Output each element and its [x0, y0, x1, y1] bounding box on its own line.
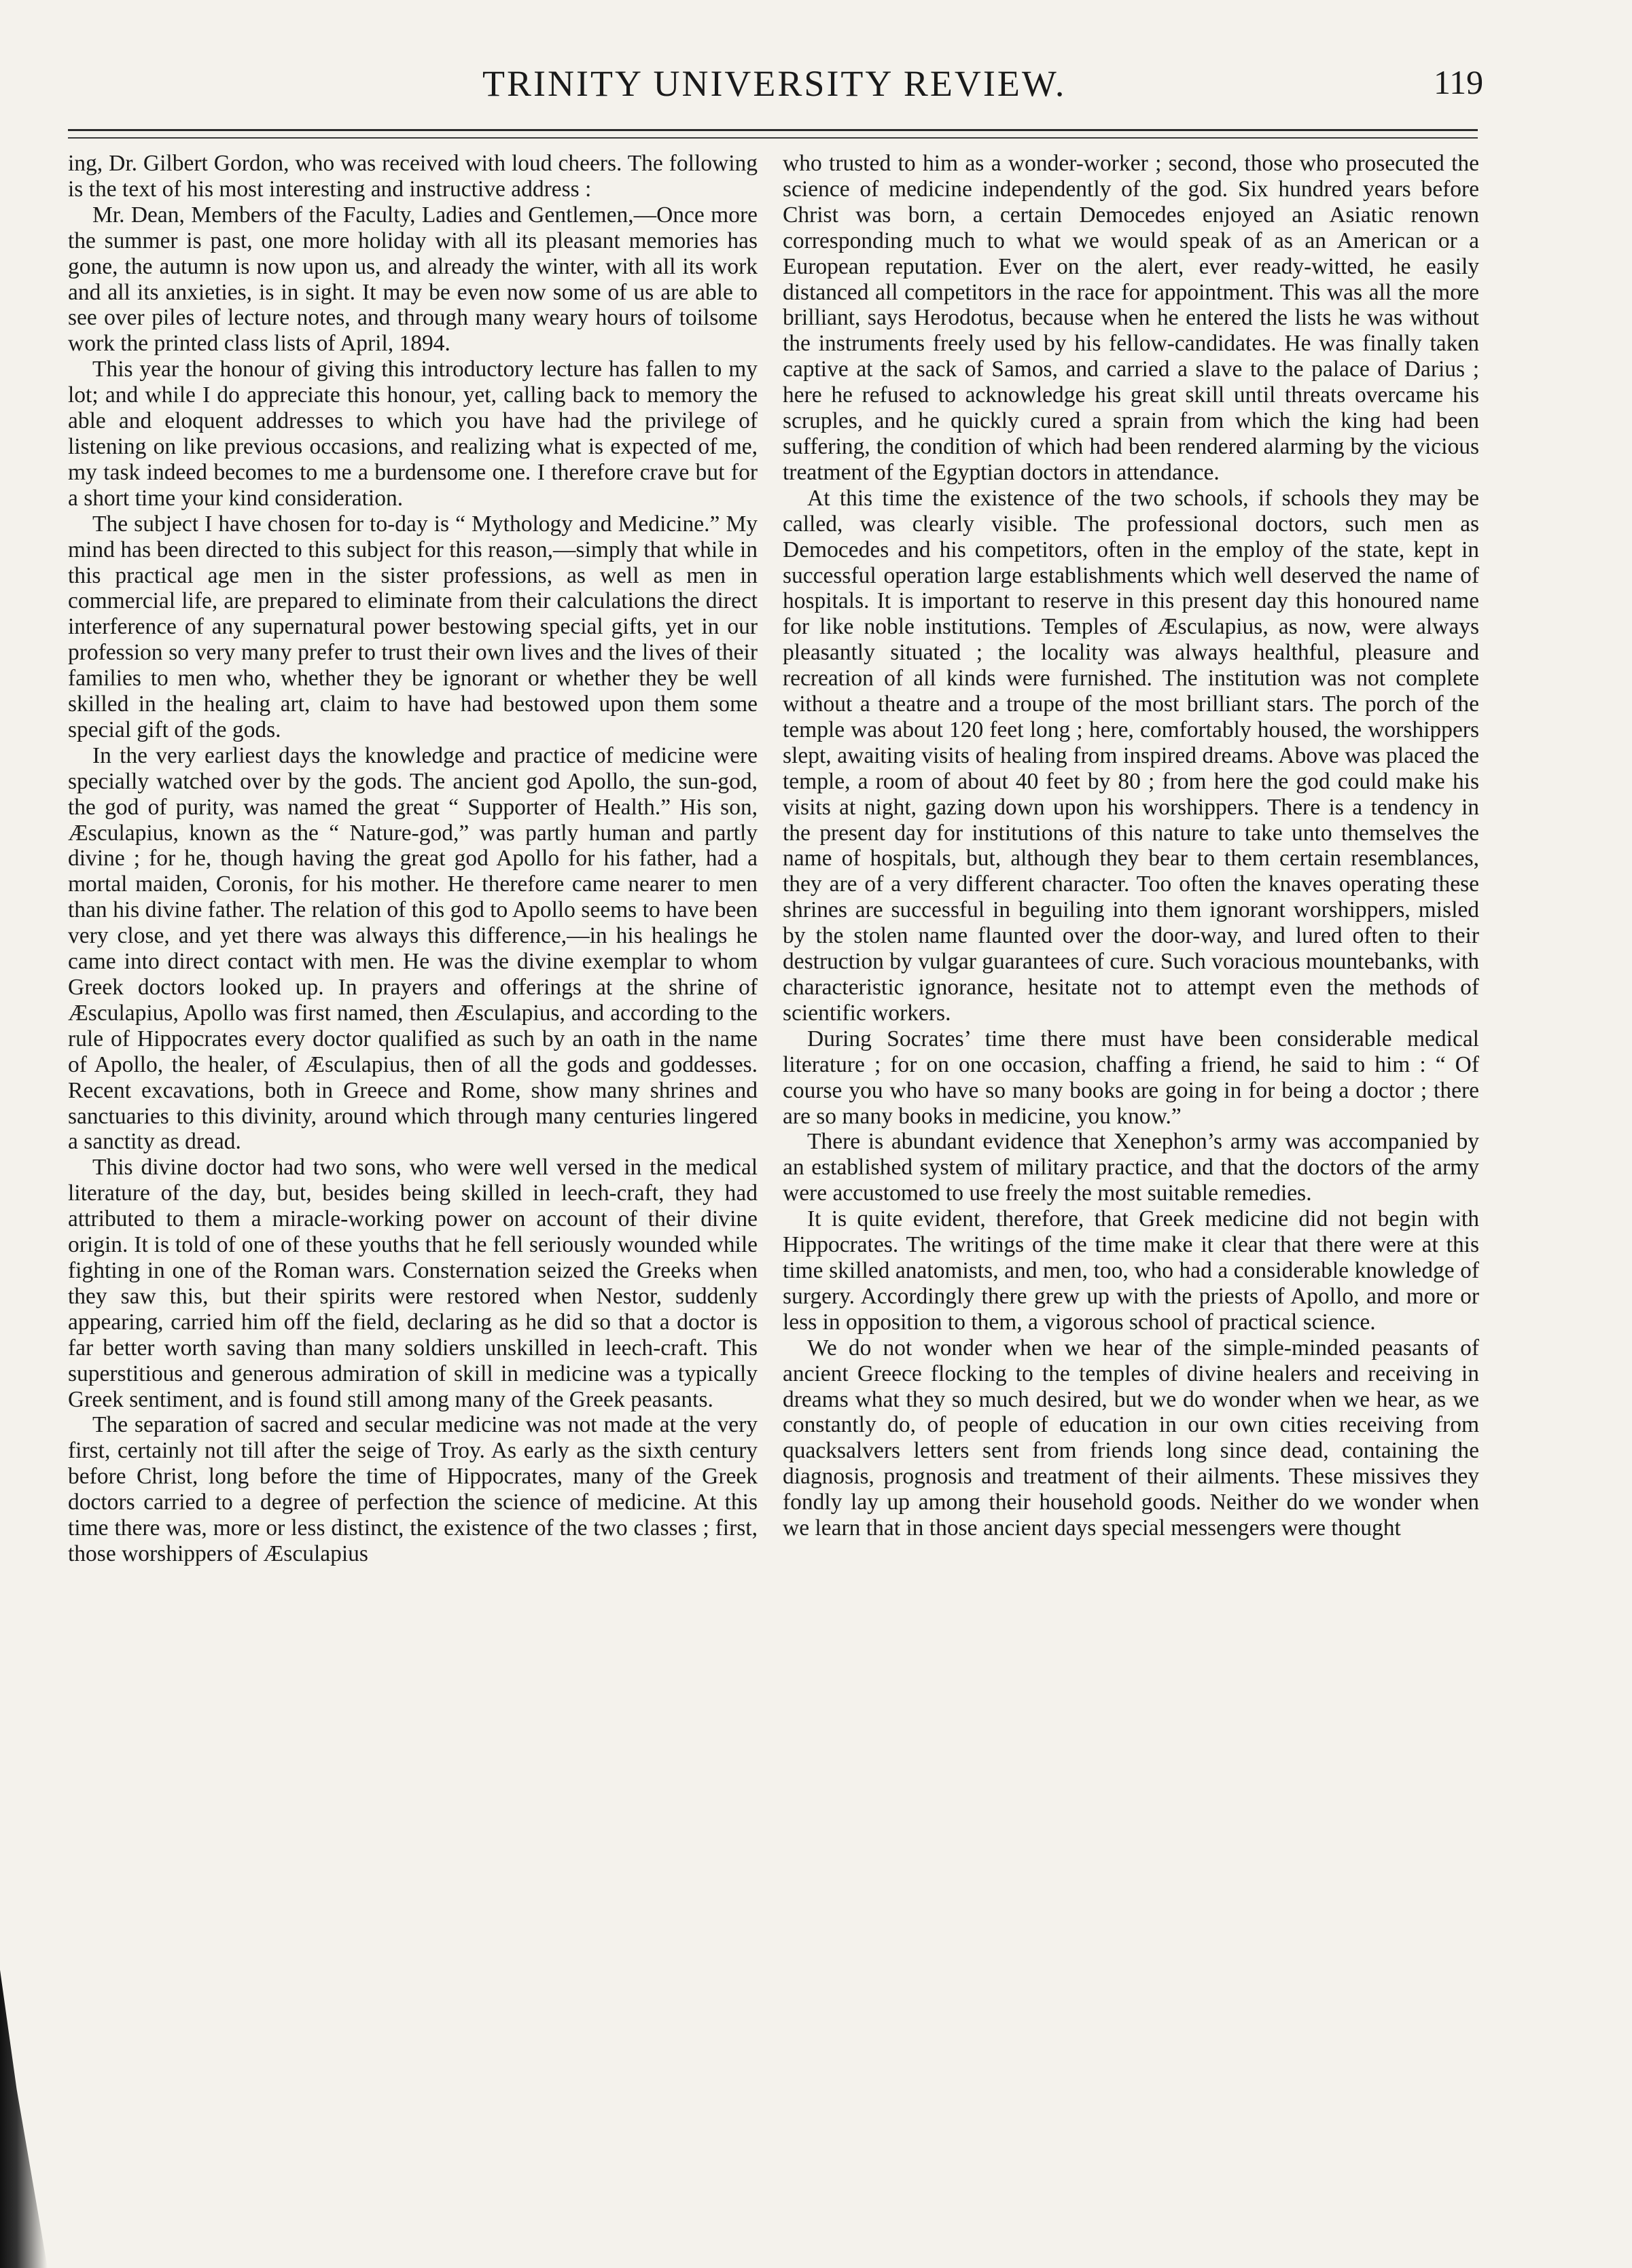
paragraph: who trusted to him as a wonder-worker ; second, those who prosecuted the science of medicine independently of the god. Six hundred years before Christ was born, a certain Democedes enjoyed an Asiatic renown corresponding much to what we would speak of as an American or a European reputation. Ever on the alert, ever ready-witted, he easily distanced all competitors in the race for appointment. This was all the more brilliant, says Herodotus, because when he entered the lists he was without the instruments freely used by his fellow-candidates. He was finally taken captive at the sack of Samos, and carried a slave to the palace of Darius ; here he refused to acknowledge his great skill until threats overcame his scruples, and he quickly cured a sprain from which the king had been suffering, the condition of which had been rendered alarming by the vicious treatment of the Egyptian doctors in attendance.: [783, 151, 1479, 485]
journal-title: TRINITY UNIVERSITY REVIEW.: [482, 63, 1067, 104]
header-rule-top: [68, 129, 1478, 131]
paragraph: The subject I have chosen for to-day is “ Mythology and Medicine.” My mind has been directed to this subject for this reason,—simply that while in this practical age men in the sister professions, as well as men in commercial life, are prepared to eliminate from their calculations the direct interference of any supernatural power bestowing special gifts, yet in our profession so very many prefer to trust their own lives and the lives of their families to men who, whether they be ignorant or whether they be well skilled in the healing art, claim to have had bestowed upon them some special gift of the gods.: [68, 511, 758, 742]
paragraph: Mr. Dean, Members of the Faculty, Ladies and Gentlemen,—Once more the summer is past, one more holiday with all its pleasant memories has gone, the autumn is now upon us, and already the winter, with all its work and all its anxieties, is in sight. It may be even now some of us are able to see over piles of lecture notes, and through many weary hours of toilsome work the printed class lists of April, 1894.: [68, 202, 758, 357]
paragraph: We do not wonder when we hear of the simple-minded peasants of ancient Greece flocking to the temples of divine healers and receiving in dreams what they so much desired, but we do wonder when we hear, as we constantly do, of people of education in our own cities receiving from quacksalvers letters sent from friends long since dead, containing the diagnosis, prognosis and treatment of their ailments. These missives they fondly lay up among their household goods. Neither do we wonder when we learn that in those ancient days special messengers were thought: [783, 1335, 1479, 1541]
paragraph: This year the honour of giving this introductory lecture has fallen to my lot; and while I do appreciate this honour, yet, calling back to memory the able and eloquent addresses to which you have had the privilege of listening on like previous occasions, and realizing what is expected of me, my task indeed becomes to me a burdensome one. I therefore crave but for a short time your kind consideration.: [68, 357, 758, 511]
paragraph: This divine doctor had two sons, who were well versed in the medical literature of the day, but, besides being skilled in leech-craft, they had attributed to them a miracle-working power on account of their divine origin. It is told of one of these youths that he fell seriously wounded while fighting in one of the Roman wars. Consternation seized the Greeks when they saw this, but their spirits were restored when Nestor, suddenly appearing, carried him off the field, declaring as he did so that a doctor is far better worth saving than many soldiers unskilled in leech-craft. This superstitious and generous admiration of skill in medicine was a typically Greek sentiment, and is found still among many of the Greek peasants.: [68, 1155, 758, 1412]
left-column: [68, 151, 758, 1567]
paragraph: At this time the existence of the two schools, if schools they may be called, was clearly visible. The professional doctors, such men as Democedes and his competitors, often in the employ of the state, kept in successful operation large establishments which well deserved the name of hospitals. It is important to reserve in this present day this honoured name for like noble institutions. Temples of Æsculapius, as now, were always pleasantly situated ; the locality was always healthful, pleasure and recreation of all kinds were furnished. The institution was not complete without a theatre and a troupe of the most brilliant stars. The porch of the temple was about 120 feet long ; here, comfortably housed, the worshippers slept, awaiting visits of healing from inspired dreams. Above was placed the temple, a room of about 40 feet by 80 ; from here the god could make his visits at night, gazing down upon his worshippers. There is a tendency in the present day for institutions of this nature to take unto themselves the name of hospitals, but, although they bear to them certain resemblances, they are of a very different character. Too often the knaves operating these shrines are successful in beguiling into them ignorant worshippers, misled by the stolen name flaunted over the door-way, and lured often to their destruction by vulgar guarantees of cure. Such voracious mountebanks, with characteristic ignorance, hesitate not to attempt even the methods of scientific workers.: [783, 485, 1479, 1026]
paragraph: ing, Dr. Gilbert Gordon, who was received with loud cheers. The following is the text of his most interesting and instructive address :: [68, 151, 758, 202]
header-rule-bottom: [68, 137, 1478, 139]
paragraph: It is quite evident, therefore, that Greek medicine did not begin with Hippocrates. The writings of the time make it clear that there were at this time skilled anatomists, and men, too, who had a considerable knowledge of surgery. Accordingly there grew up with the priests of Apollo, and more or less in opposition to them, a vigorous school of practical science.: [783, 1206, 1479, 1335]
running-header: [0, 62, 1632, 117]
paragraph: During Socrates’ time there must have been considerable medical literature ; for on one occasion, chaffing a friend, he said to him : “ Of course you who have so many books are going in for being a doctor ; there are so many books in medicine, you know.”: [783, 1026, 1479, 1129]
binding-shadow: [0, 1970, 48, 2268]
page-number: 119: [1434, 63, 1484, 101]
paragraph: There is abundant evidence that Xenephon’s army was accompanied by an established system of military practice, and that the doctors of the army were accustomed to use freely the most suitable remedies.: [783, 1129, 1479, 1206]
right-column: [783, 151, 1479, 1541]
paragraph: In the very earliest days the knowledge and practice of medicine were specially watched over by the gods. The ancient god Apollo, the sun-god, the god of purity, was named the great “ Supporter of Health.” His son, Æsculapius, known as the “ Nature-god,” was partly human and partly divine ; for he, though having the great god Apollo for his father, had a mortal maiden, Coronis, for his mother. He therefore came nearer to men than his divine father. The relation of this god to Apollo seems to have been very close, and yet there was always this difference,—in his healings he came into direct contact with men. He was the divine exemplar to whom Greek doctors looked up. In prayers and offerings at the shrine of Æsculapius, Apollo was first named, then Æsculapius, and according to the rule of Hippocrates every doctor qualified as such by an oath in the name of Apollo, the healer, of Æsculapius, then of all the gods and goddesses. Recent excavations, both in Greece and Rome, show many shrines and sanctuaries to this divinity, around which through many centuries lingered a sanctity as dread.: [68, 742, 758, 1155]
paragraph: The separation of sacred and secular medicine was not made at the very first, certainly not till after the seige of Troy. As early as the sixth century before Christ, long before the time of Hippocrates, many of the Greek doctors carried to a degree of perfection the science of medicine. At this time there was, more or less distinct, the existence of the two classes ; first, those worshippers of Æsculapius: [68, 1412, 758, 1566]
